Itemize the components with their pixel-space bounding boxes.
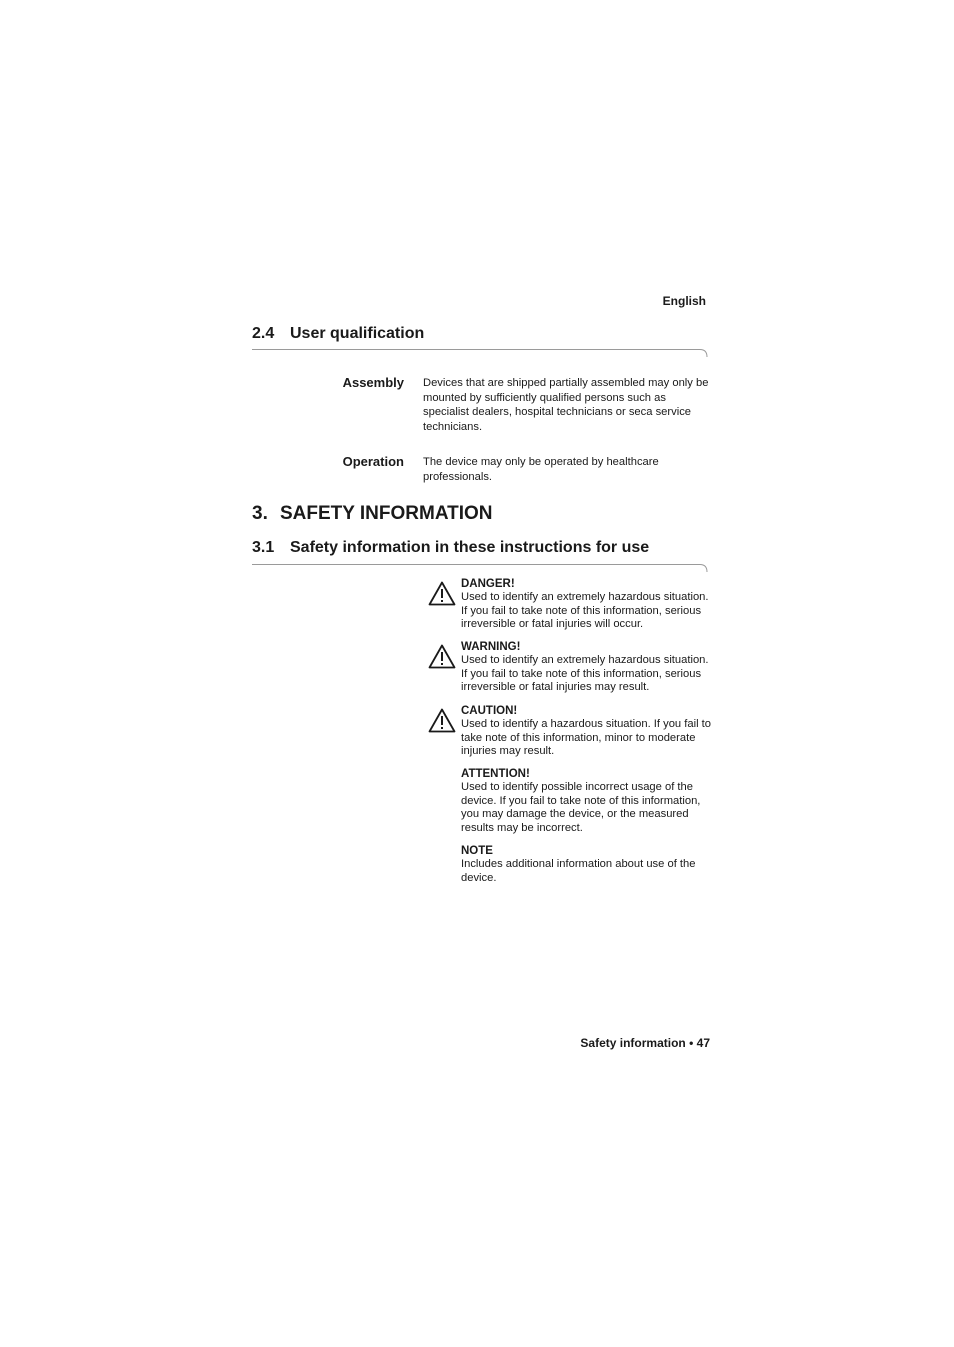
- section-rule: [252, 564, 708, 576]
- warning-triangle-icon: [428, 581, 456, 606]
- page-footer: [500, 1036, 710, 1050]
- notice-text: Used to identify a hazardous situation. If you fail to take note of this information, minor to moderate injuries may result.: [461, 718, 711, 758]
- notice-attention: [428, 767, 718, 839]
- notice-label: ATTENTION!: [461, 768, 530, 780]
- notice-label: DANGER!: [461, 578, 515, 590]
- notice-text: Used to identify an extremely hazardous situation. If you fail to take note of this information, serious irreversible or fatal injuries may result.: [461, 654, 709, 694]
- notice-text: Used to identify an extremely hazardous situation. If you fail to take note of this information, serious irreversible or fatal injuries will occur.: [461, 591, 709, 631]
- section-number: 2.4: [252, 325, 275, 342]
- notice-caution: [428, 704, 718, 764]
- warning-triangle-icon: [428, 644, 456, 669]
- section-number: 3.1: [252, 539, 275, 556]
- section-rule: [252, 349, 708, 361]
- assembly-description: Devices that are shipped partially assembled may only be mounted by sufficiently qualified persons such as specialist dealers, hospital technicians or seca service technicians.: [423, 377, 709, 433]
- section-title: Safety information in these instructions for use: [290, 539, 650, 556]
- notice-danger: [428, 577, 718, 637]
- notice-label: NOTE: [461, 845, 493, 857]
- notice-note: [428, 844, 718, 890]
- notice-text: Includes additional information about use of the device.: [461, 858, 696, 884]
- section-heading-3-1: [252, 539, 649, 557]
- section-heading-2-4: [252, 325, 424, 343]
- term-assembly: Assembly: [342, 375, 404, 390]
- language-label: English: [662, 294, 706, 308]
- notice-text: Used to identify possible incorrect usage of the device. If you fail to take note of this information, you may damage the device, or the measured results may be incorrect.: [461, 781, 701, 834]
- section-title: User qualification: [290, 325, 425, 342]
- term-operation: Operation: [342, 454, 404, 469]
- notice-label: WARNING!: [461, 641, 521, 653]
- operation-description: The device may only be operated by healthcare professionals.: [423, 456, 659, 483]
- footer-section-name: Safety information: [580, 1036, 686, 1050]
- notice-warning: [428, 640, 718, 700]
- footer-separator: •: [689, 1036, 694, 1050]
- chapter-title: SAFETY INFORMATION: [280, 503, 493, 524]
- warning-triangle-icon: [428, 708, 456, 733]
- page-number: 47: [696, 1036, 710, 1050]
- chapter-number: 3.: [252, 503, 268, 524]
- notice-label: CAUTION!: [461, 705, 518, 717]
- chapter-heading-3: [252, 503, 493, 525]
